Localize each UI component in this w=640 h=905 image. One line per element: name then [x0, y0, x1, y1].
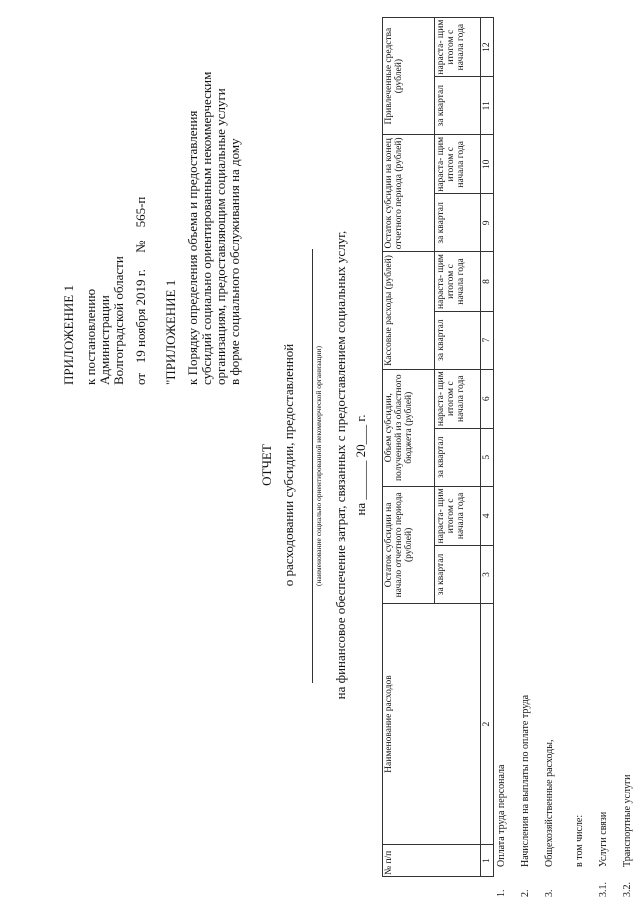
- col-number: 12: [481, 18, 494, 77]
- col-number: 1: [481, 845, 494, 877]
- report-purpose: на финансовое обеспечение затрат, связанных с предоставлением социальных услуг,: [333, 230, 348, 700]
- col-number: 9: [481, 194, 494, 252]
- org-note: (наименование социально ориентированной некоммерческой организации): [314, 346, 323, 586]
- row-num: 3.: [544, 889, 555, 897]
- col-num-header: № п/п: [383, 845, 481, 877]
- col-number: 11: [481, 77, 494, 135]
- group-header-subsidy-volume: Объем субсидии, полученной из областного бюджета (рублей): [383, 369, 435, 486]
- row-num: 3.1.: [598, 882, 609, 897]
- col-number: 4: [481, 486, 494, 545]
- col-name-header: Наименование расходов: [383, 603, 481, 844]
- appendix-line3: Волгоградской области: [111, 256, 126, 385]
- quote-line3: организациям, предоставляющим социальные услуги: [213, 88, 228, 385]
- report-title: ОТЧЕТ: [259, 444, 274, 486]
- sub-header-quarter: за квартал: [435, 545, 481, 603]
- appendix-date-line: [134, 197, 148, 385]
- row-label: Начисления на выплаты по оплате труда: [520, 694, 531, 867]
- row-label: в том числе:: [574, 814, 585, 867]
- sub-header-quarter: за квартал: [435, 428, 481, 486]
- sub-header-quarter: за квартал: [435, 194, 481, 252]
- col-number: 3: [481, 545, 494, 603]
- report-table: [382, 17, 494, 877]
- quote-line4: в форме социального обслуживания на дому: [227, 138, 242, 385]
- appendix-number: 565-п: [133, 196, 148, 228]
- column-number-row: [481, 18, 494, 877]
- quote-line2: субсидий социально ориентированным некоммерческим: [199, 71, 214, 385]
- appendix-line2: Администрации: [97, 295, 112, 385]
- row-label: Оплата труда персонала: [496, 764, 507, 867]
- quote-line1: к Порядку определения объема и предоставления: [185, 110, 200, 385]
- col-number: 2: [481, 603, 494, 844]
- row-label: Услуги связи: [598, 811, 609, 867]
- group-header-opening-balance: Остаток субсидии на начало отчетного периода (рублей): [383, 486, 435, 603]
- col-number: 5: [481, 428, 494, 486]
- org-name-line: [312, 249, 313, 683]
- sub-header-quarter: за квартал: [435, 77, 481, 135]
- group-header-cash-expenses: Кассовые расходы (рублей): [383, 252, 435, 369]
- sub-header-cumulative: нараста- щим итогом с начала года: [435, 135, 481, 194]
- sub-header-cumulative: нараста- щим итогом с начала года: [435, 369, 481, 428]
- sub-header-quarter: за квартал: [435, 311, 481, 369]
- col-number: 7: [481, 311, 494, 369]
- row-num: 2.: [520, 889, 531, 897]
- report-subtitle: о расходовании субсидии, предоставленной: [281, 343, 296, 587]
- sub-header-cumulative: нараста- щим итогом с начала года: [435, 486, 481, 545]
- row-label: Транспортные услуги: [622, 774, 633, 867]
- group-header-attracted-funds: Привлеченные средства (рублей): [383, 18, 435, 135]
- appendix-line1: к постановлению: [83, 288, 98, 385]
- row-num: 3.2.: [622, 882, 633, 897]
- appendix-date: 19 ноября 2019 г.: [133, 269, 148, 364]
- date-prefix: от: [133, 372, 148, 385]
- col-number: 6: [481, 369, 494, 428]
- number-sign: №: [133, 240, 148, 253]
- appendix-title: ПРИЛОЖЕНИЕ 1: [61, 285, 76, 385]
- row-num: 1.: [496, 889, 507, 897]
- sub-header-cumulative: нараста- щим итогом с начала года: [435, 18, 481, 77]
- quote-title: "ПРИЛОЖЕНИЕ 1: [163, 279, 178, 385]
- report-date: на ______ 20___ г.: [353, 414, 368, 516]
- group-header-closing-balance: Остаток субсидии на конец отчетного периода (рублей): [383, 135, 435, 252]
- col-number: 8: [481, 252, 494, 311]
- row-label: Общехозяйственные расходы,: [544, 739, 555, 867]
- col-number: 10: [481, 135, 494, 194]
- sub-header-cumulative: нараста- щим итогом с начала года: [435, 252, 481, 311]
